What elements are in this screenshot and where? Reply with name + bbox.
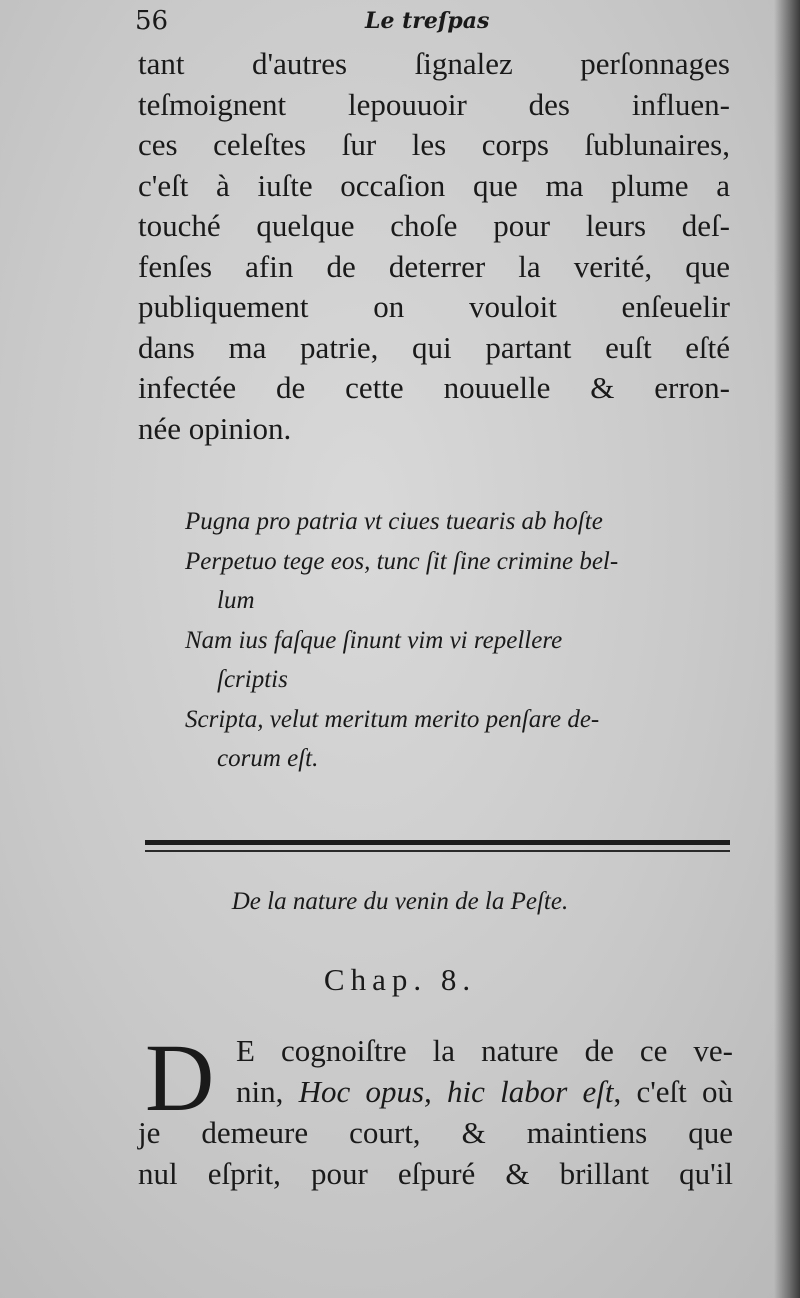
text-line: nul eſprit, pour eſpuré & brillant qu'il — [138, 1156, 733, 1191]
paragraph-1 — [138, 44, 730, 449]
section-divider — [145, 840, 730, 852]
text-line: teſmoignent lepouuoir des influen- — [138, 86, 730, 122]
text-span: nin, — [236, 1074, 299, 1109]
text-line: E cognoiſtre la nature de ce ve- — [236, 1033, 733, 1068]
section-title: De la nature du venin de la Peſte. — [231, 888, 569, 915]
drop-cap-initial: D — [145, 1024, 215, 1131]
text-line: tant d'autres ſignalez perſonnages — [138, 46, 730, 81]
text-line: touché quelque choſe pour leurs deſ- — [138, 208, 730, 243]
latin-verse — [185, 502, 745, 779]
verse-line: Scripta, velut meritum merito penſare de- — [185, 705, 600, 733]
page-header — [135, 6, 735, 46]
text-line: née opinion. — [138, 410, 292, 446]
latin-phrase: Hoc opus, hic labor eſt — [298, 1074, 614, 1109]
verse-line: Nam ius faſque ſinunt vim vi repellere — [185, 626, 563, 654]
paragraph-2 — [138, 1024, 733, 1194]
chapter-heading: Chap. 8. — [323, 962, 477, 997]
verse-line: Pugna pro patria vt ciues tuearis ab hoſte — [185, 508, 603, 535]
text-line: dans ma patrie, qui partant euſt eſté — [138, 329, 730, 365]
verse-line: ſcriptis — [217, 666, 288, 693]
text-line — [138, 1071, 733, 1112]
text-line: ces celeſtes ſur les corps ſublunaires, — [138, 127, 730, 162]
verse-line: Perpetuo tege eos, tunc ſit ſine crimine bel- — [185, 547, 619, 575]
text-line: c'eſt à iuſte occaſion que ma plume a — [138, 167, 730, 203]
verse-line: lum — [217, 587, 255, 614]
text-span: , c'eſt où — [613, 1074, 733, 1109]
text-line: fenſes afin de deterrer la verité, que — [138, 248, 730, 284]
running-head: Le treſpas — [365, 8, 490, 34]
verse-line: corum eſt. — [217, 745, 319, 772]
page-edge-shadow — [774, 0, 800, 1298]
page-number: 56 — [135, 6, 169, 36]
text-line: infectée de cette nouuelle & erron- — [138, 370, 730, 405]
text-line: je demeure court, & maintiens que — [138, 1115, 733, 1150]
text-line: publiquement on vouloit enſeuelir — [138, 289, 730, 324]
